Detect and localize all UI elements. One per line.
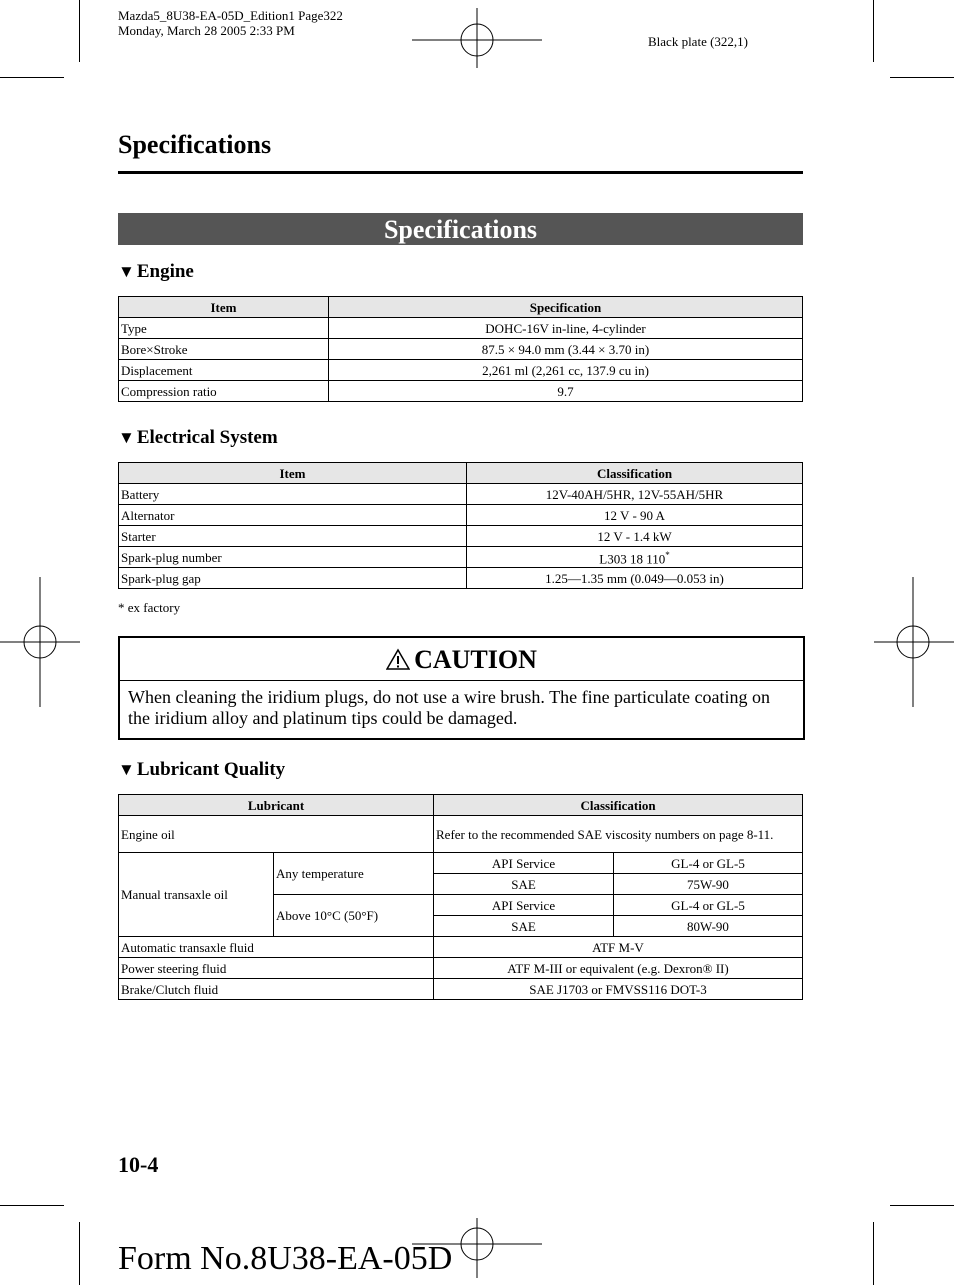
electrical-heading [118,427,278,449]
cell: API Service [434,853,614,874]
cell: ATF M-V [434,937,803,958]
cell: Type [119,318,329,339]
file-line: Mazda5_8U38-EA-05D_Edition1 Page322 [118,8,343,23]
cell: Brake/Clutch fluid [119,979,434,1000]
column-header: Item [119,297,329,318]
cell: Manual transaxle oil [119,853,274,937]
lubricant-heading-text: Lubricant Quality [136,759,286,780]
triangle-down-icon: ▼ [118,262,135,281]
column-header: Item [119,463,467,484]
page-number: 10-4 [118,1152,159,1177]
electrical-table [118,462,803,589]
section-banner: Specifications [118,213,803,245]
table-row [119,484,803,505]
date-line: Monday, March 28 2005 2:33 PM [118,23,295,38]
cell [467,547,803,568]
cell: ATF M-III or equivalent (e.g. Dexron® II) [434,958,803,979]
registration-mark-icon [874,577,954,707]
cell: 1.25―1.35 mm (0.049―0.053 in) [467,568,803,589]
cell: 75W-90 [614,874,803,895]
column-header: Classification [434,795,803,816]
table-row [119,568,803,589]
cell: SAE J1703 or FMVSS116 DOT-3 [434,979,803,1000]
table-row [119,526,803,547]
cell: GL-4 or GL-5 [614,895,803,916]
triangle-down-icon: ▼ [118,760,135,779]
column-header: Lubricant [119,795,434,816]
cell: API Service [434,895,614,916]
cell: Bore×Stroke [119,339,329,360]
cell: 80W-90 [614,916,803,937]
table-row [119,853,803,874]
table-row [119,547,803,568]
crop-mark [0,1205,64,1206]
footnote-marker: * [665,549,670,560]
caution-title: CAUTION [414,645,537,674]
cell: GL-4 or GL-5 [614,853,803,874]
cell: Engine oil [119,816,434,853]
table-row [119,381,803,402]
table-row [119,937,803,958]
table-row [119,979,803,1000]
triangle-down-icon: ▼ [118,428,135,447]
caution-header [120,638,803,681]
cell: Spark-plug number [119,547,467,568]
table-row [119,958,803,979]
table-row [119,505,803,526]
column-header: Classification [467,463,803,484]
lubricant-table [118,794,803,1000]
cell: 12 V - 1.4 kW [467,526,803,547]
lubricant-heading [118,759,285,781]
cell: Starter [119,526,467,547]
table-header-row [119,463,803,484]
cell: Displacement [119,360,329,381]
registration-mark-icon [0,577,80,707]
cell: Refer to the recommended SAE viscosity numbers on page 8-11. [434,816,803,853]
engine-heading [118,261,194,283]
cell: 87.5 × 94.0 mm (3.44 × 3.70 in) [329,339,803,360]
cell: Battery [119,484,467,505]
cell: 9.7 [329,381,803,402]
crop-mark [890,77,954,78]
table-row [119,318,803,339]
engine-table [118,296,803,402]
table-header-row [119,795,803,816]
electrical-heading-text: Electrical System [136,427,278,448]
cell: Spark-plug gap [119,568,467,589]
cell: DOHC-16V in-line, 4-cylinder [329,318,803,339]
footnote: * ex factory [118,600,181,615]
table-row [119,339,803,360]
cell: Automatic transaxle fluid [119,937,434,958]
crop-mark [873,1222,874,1285]
cell: SAE [434,916,614,937]
crop-mark [890,1205,954,1206]
crop-mark [79,0,80,62]
table-row [119,360,803,381]
cell: Any temperature [274,853,434,895]
crop-mark [79,1222,80,1285]
engine-heading-text: Engine [136,261,194,282]
cell: Alternator [119,505,467,526]
crop-mark [0,77,64,78]
file-info [118,8,343,38]
cell: SAE [434,874,614,895]
cell: 12V-40AH/5HR, 12V-55AH/5HR [467,484,803,505]
table-row [119,816,803,853]
cell: 2,261 ml (2,261 cc, 137.9 cu in) [329,360,803,381]
plate-label: Black plate (322,1) [648,34,748,49]
page-title: Specifications [118,130,272,159]
caution-text: When cleaning the iridium plugs, do not use a wire brush. The fine particulate coating on the iridium alloy and platinum tips could be damaged. [128,687,770,728]
cell: 12 V - 90 A [467,505,803,526]
column-header: Specification [329,297,803,318]
title-rule [118,171,803,174]
cell: Compression ratio [119,381,329,402]
cell: Power steering fluid [119,958,434,979]
warning-triangle-icon [386,648,410,670]
registration-mark-icon [412,8,542,68]
caution-box [118,636,805,740]
crop-mark [873,0,874,62]
form-number: Form No.8U38-EA-05D [118,1240,453,1277]
cell: Above 10°C (50°F) [274,895,434,937]
table-header-row [119,297,803,318]
spark-plug-number: L303 18 110 [599,551,666,567]
